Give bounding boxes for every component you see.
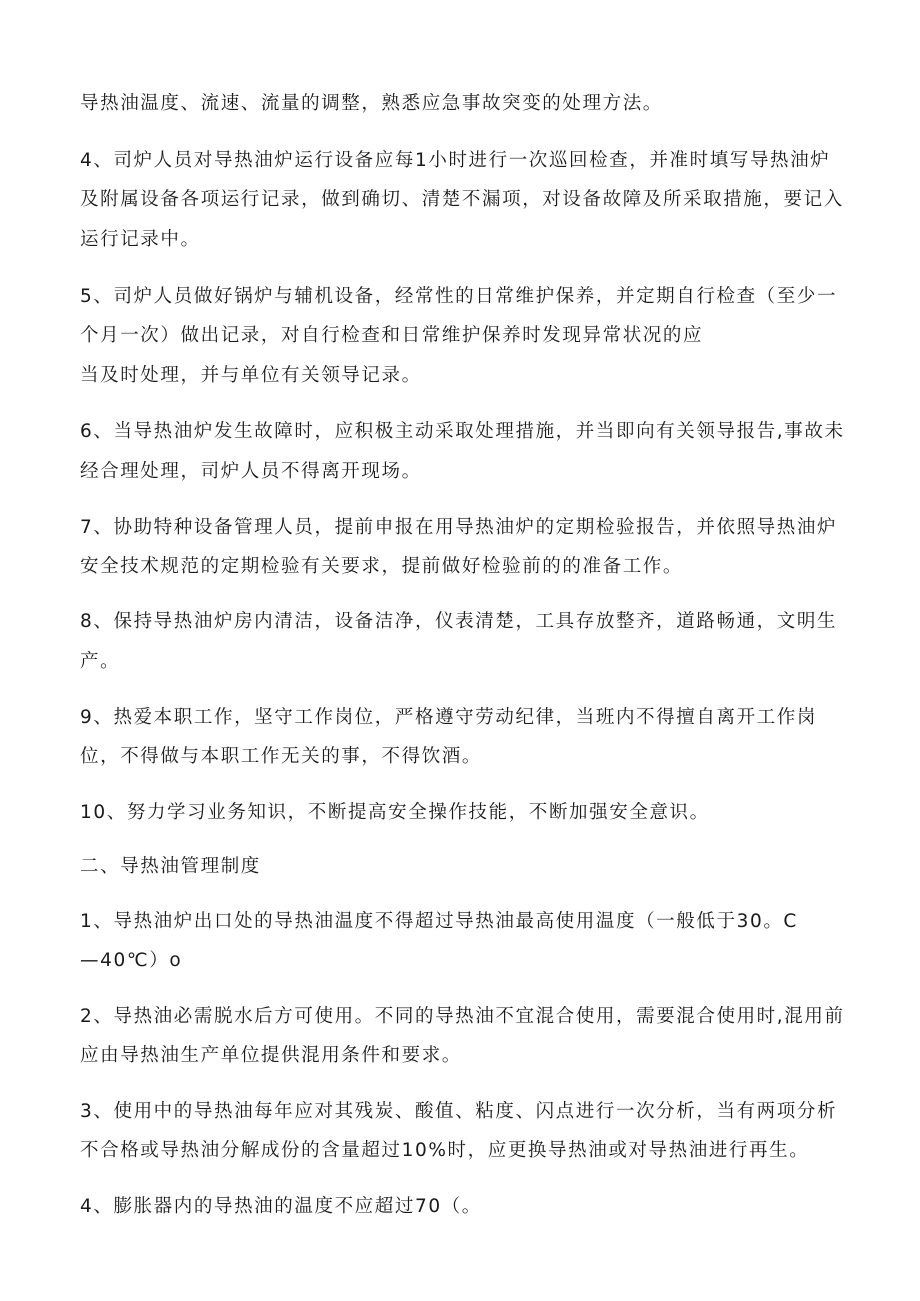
text-line: 导热油温度、流速、流量的调整，熟悉应急事故突变的处理方法。: [80, 93, 663, 114]
text-line: 9、热爱本职工作，坚守工作岗位，严格遵守劳动纪律，当班内不得擅自离开工作岗: [80, 707, 817, 728]
text-line: 安全技术规范的定期检验有关要求，提前做好检验前的的准备工作。: [80, 556, 684, 577]
text-line: 10、努力学习业务知识，不断提高安全操作技能，不断加强安全意识。: [80, 802, 710, 823]
text-line: 4、司炉人员对导热油炉运行设备应每1小时进行一次巡回检查，并准时填写导热油炉: [80, 150, 831, 171]
text-line: 当及时处理，并与单位有关领导记录。: [80, 365, 422, 386]
text-line: 不合格或导热油分解成份的含量超过10%时，应更换导热油或对导热油进行再生。: [80, 1140, 810, 1161]
text-line: 5、司炉人员做好锅炉与辅机设备，经常性的日常维护保养，并定期自行检查（至少一: [80, 286, 838, 307]
text-line: 经合理处理，司炉人员不得离开现场。: [80, 461, 422, 482]
text-line: 3、使用中的导热油每年应对其残炭、酸值、粘度、闪点进行一次分析，当有两项分析: [80, 1101, 838, 1122]
section-heading: 二、导热油管理制度: [80, 856, 261, 877]
text-line: 及附属设备各项运行记录，做到确切、清楚不漏项，对设备故障及所采取措施，要记入: [80, 189, 844, 210]
text-line: 应由导热油生产单位提供混用条件和要求。: [80, 1045, 462, 1066]
text-line: 位，不得做与本职工作无关的事，不得饮酒。: [80, 746, 483, 767]
text-line: 6、当导热油炉发生故障时，应积极主动采取处理措施，并当即向有关领导报告,事故未: [80, 421, 845, 442]
text-line: 8、保持导热油炉房内清洁，设备洁净，仪表清楚，工具存放整齐，道路畅通，文明生: [80, 611, 838, 632]
text-line: 2、导热油必需脱水后方可使用。不同的导热油不宜混合使用，需要混合使用时,混用前: [80, 1006, 845, 1027]
text-line: 1、导热油炉出口处的导热油温度不得超过导热油最高使用温度（一般低于30。C: [80, 911, 798, 932]
text-line: 产。: [80, 651, 121, 672]
text-line: 4、膨胀器内的导热油的温度不应超过70（。: [80, 1196, 482, 1217]
text-line: —40℃）o: [80, 950, 183, 971]
text-line: 运行记录中。: [80, 229, 201, 250]
text-line: 7、协助特种设备管理人员，提前申报在用导热油炉的定期检验报告，并依照导热油炉: [80, 517, 838, 538]
text-line: 个月一次）做出记录，对自行检查和日常维护保养时发现异常状况的应: [80, 325, 704, 346]
